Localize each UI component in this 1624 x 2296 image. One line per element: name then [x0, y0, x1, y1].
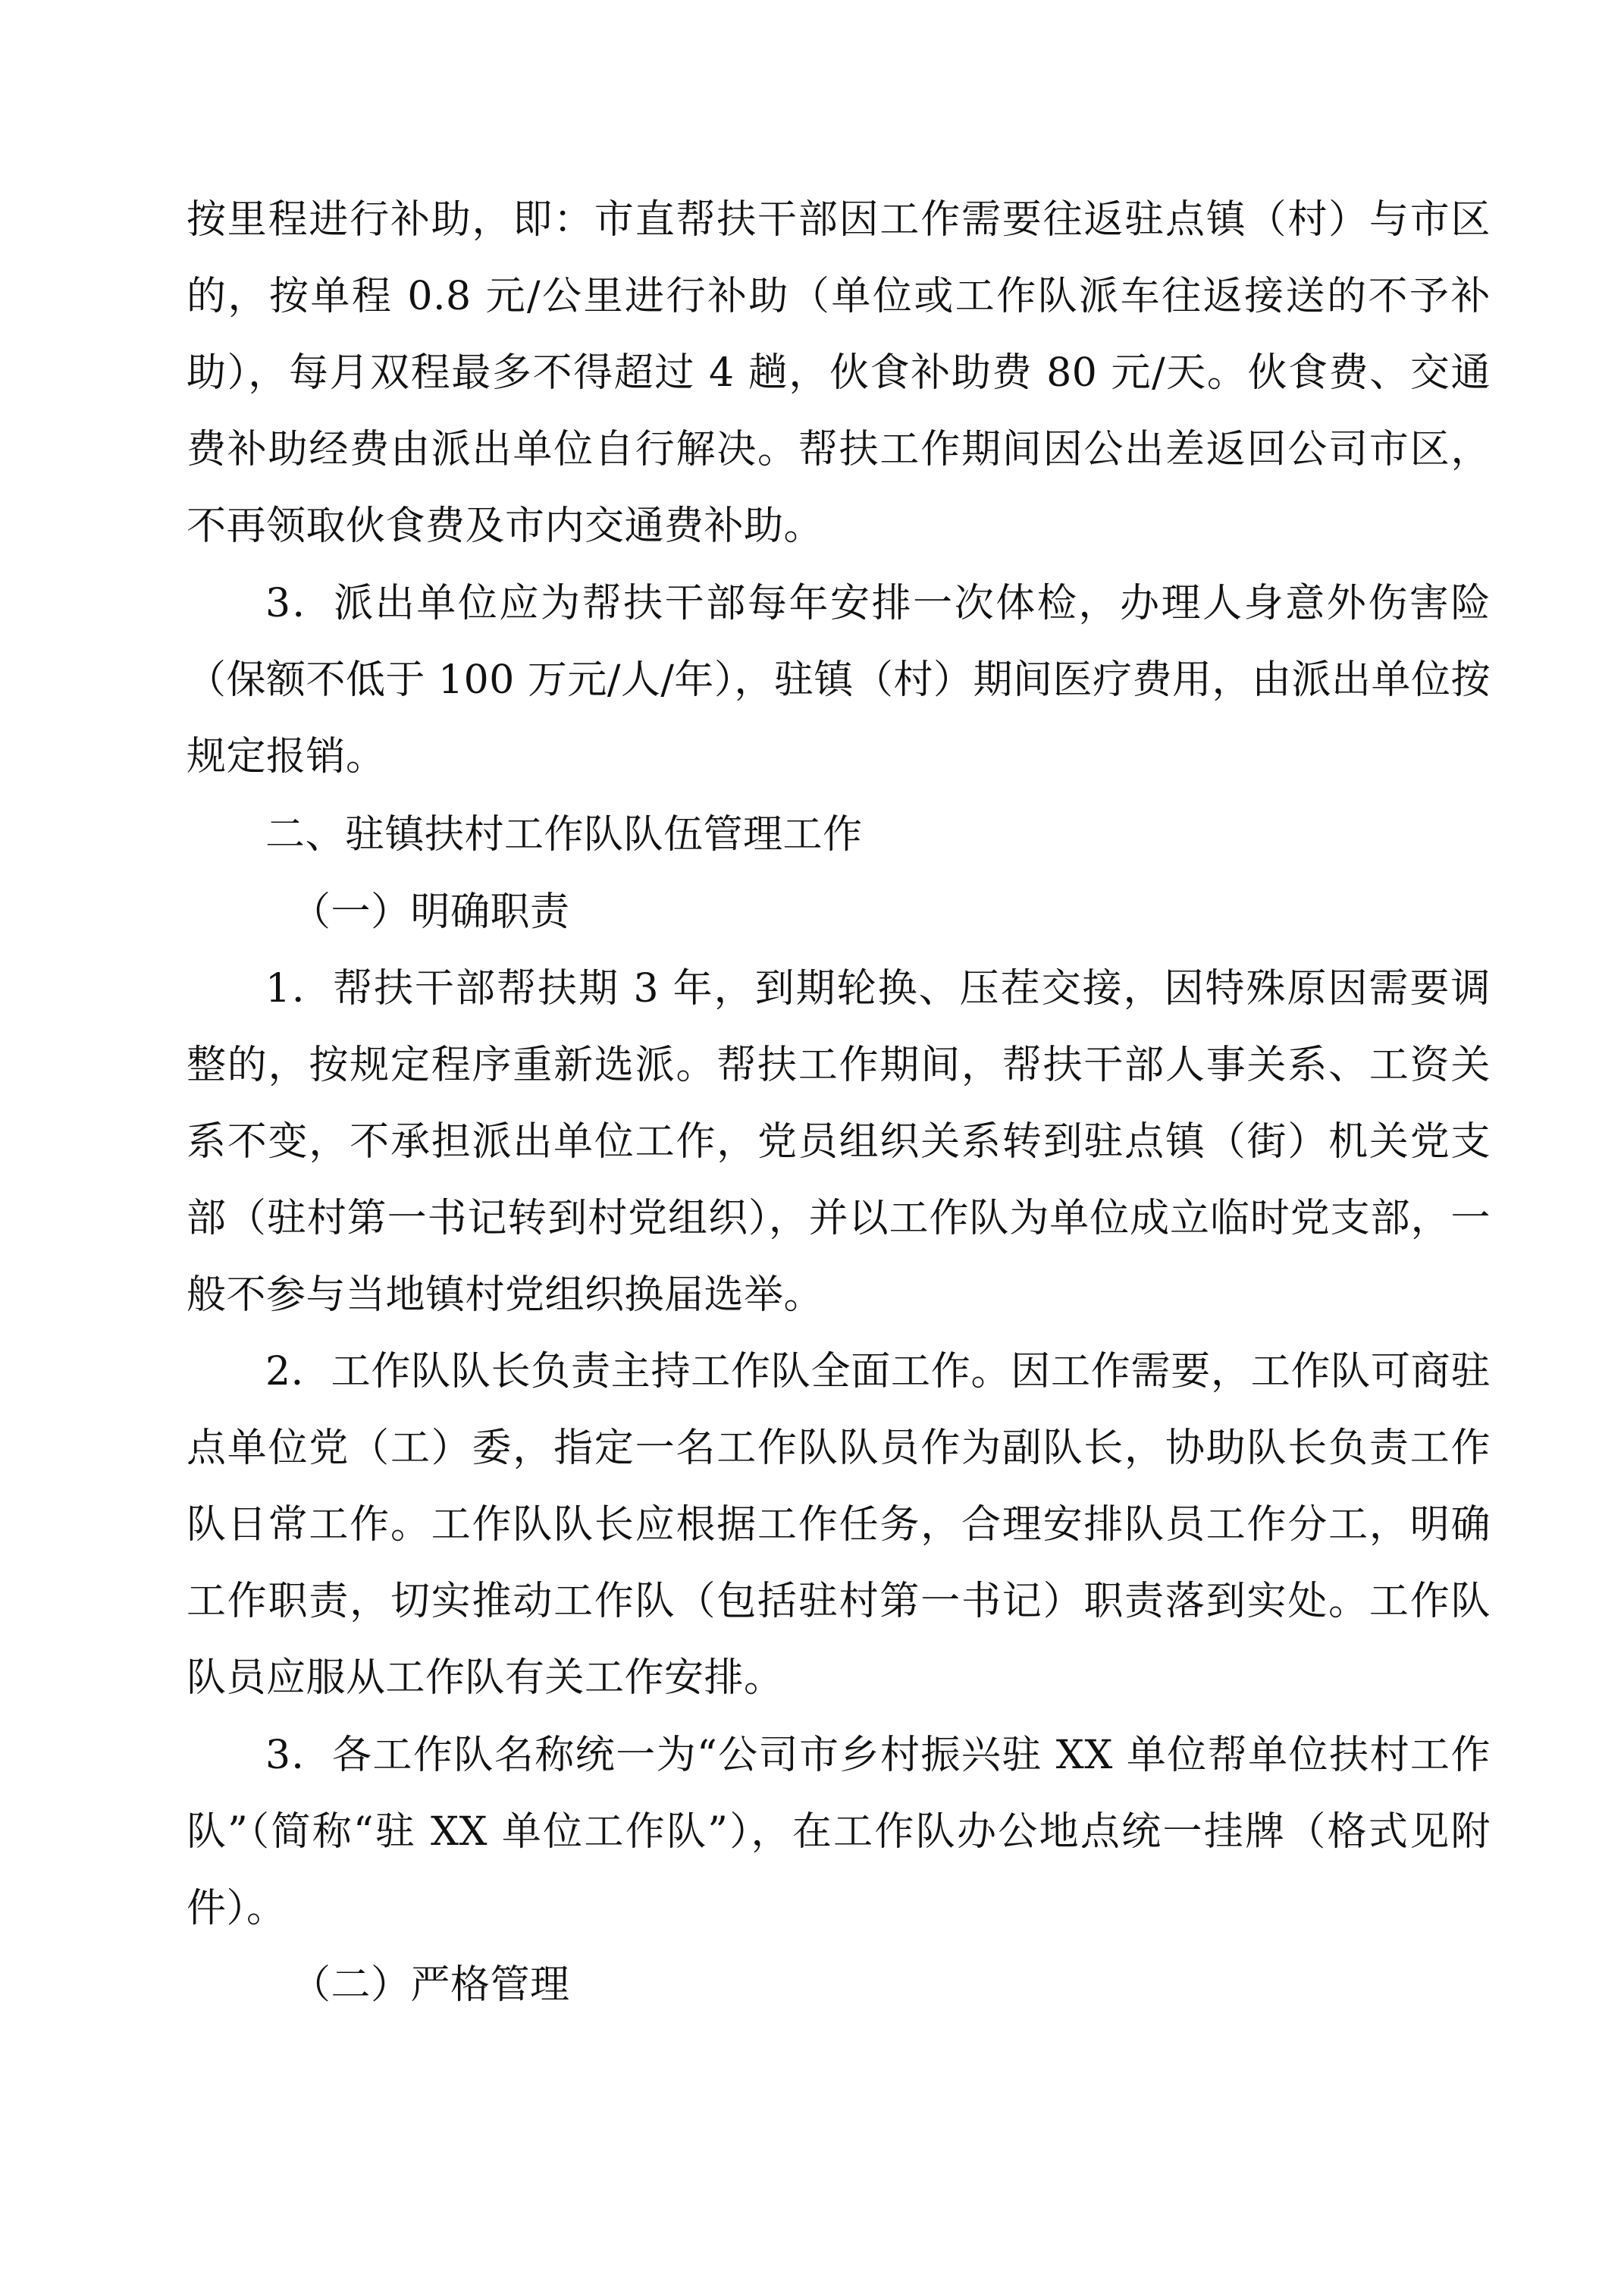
- section-heading-team-management: 二、驻镇扶村工作队队伍管理工作: [265, 812, 863, 858]
- paragraph-item-2-team-leader: 2．工作队队长负责主持工作队全面工作。因工作需要，工作队可商驻点单位党（工）委，指定一名工作队队员作为副队长，协助队长负责工作队日常工作。工作队队长应根据工作任务，合理安排队员工作分工，明确工作职责，切实推动工作队（包括驻村第一书记）职责落到实处。工作队队员应服从工作队有关工作安排。: [187, 1349, 1491, 1701]
- paragraph-item-3-insurance: 3．派出单位应为帮扶干部每年安排一次体检，办理人身意外伤害险（保额不低于 100 万元/人/年），驻镇（村）期间医疗费用，由派出单位按规定报销。: [187, 581, 1491, 779]
- paragraph-item-1-term: 1．帮扶干部帮扶期 3 年，到期轮换、压茬交接，因特殊原因需要调整的，按规定程序重新选派。帮扶工作期间，帮扶干部人事关系、工资关系不变，不承担派出单位工作，党员组织关系转到驻点镇（街）机关党支部（驻村第一书记转到村党组织），并以工作队为单位成立临时党支部，一般不参与当地镇村党组织换届选举。: [187, 966, 1491, 1318]
- paragraph-travel-subsidy: 按里程进行补助，即：市直帮扶干部因工作需要往返驻点镇（村）与市区的，按单程 0.8 元/公里进行补助（单位或工作队派车往返接送的不予补助），每月双程最多不得超过 4 趟，伙食补助费 80 元/天。伙食费、交通费补助经费由派出单位自行解决。帮扶工作期间因公出差返回公司市区，不再领取伙食费及市内交通费补助。: [187, 197, 1491, 549]
- subheading-strict-management: （二）严格管理: [291, 1962, 570, 2008]
- subheading-clarify-duties: （一）明确职责: [291, 889, 570, 935]
- paragraph-item-3-team-name: 3．各工作队名称统一为“公司市乡村振兴驻 XX 单位帮单位扶村工作队”（简称“驻 XX 单位工作队”），在工作队办公地点统一挂牌（格式见附件）。: [187, 1733, 1491, 1931]
